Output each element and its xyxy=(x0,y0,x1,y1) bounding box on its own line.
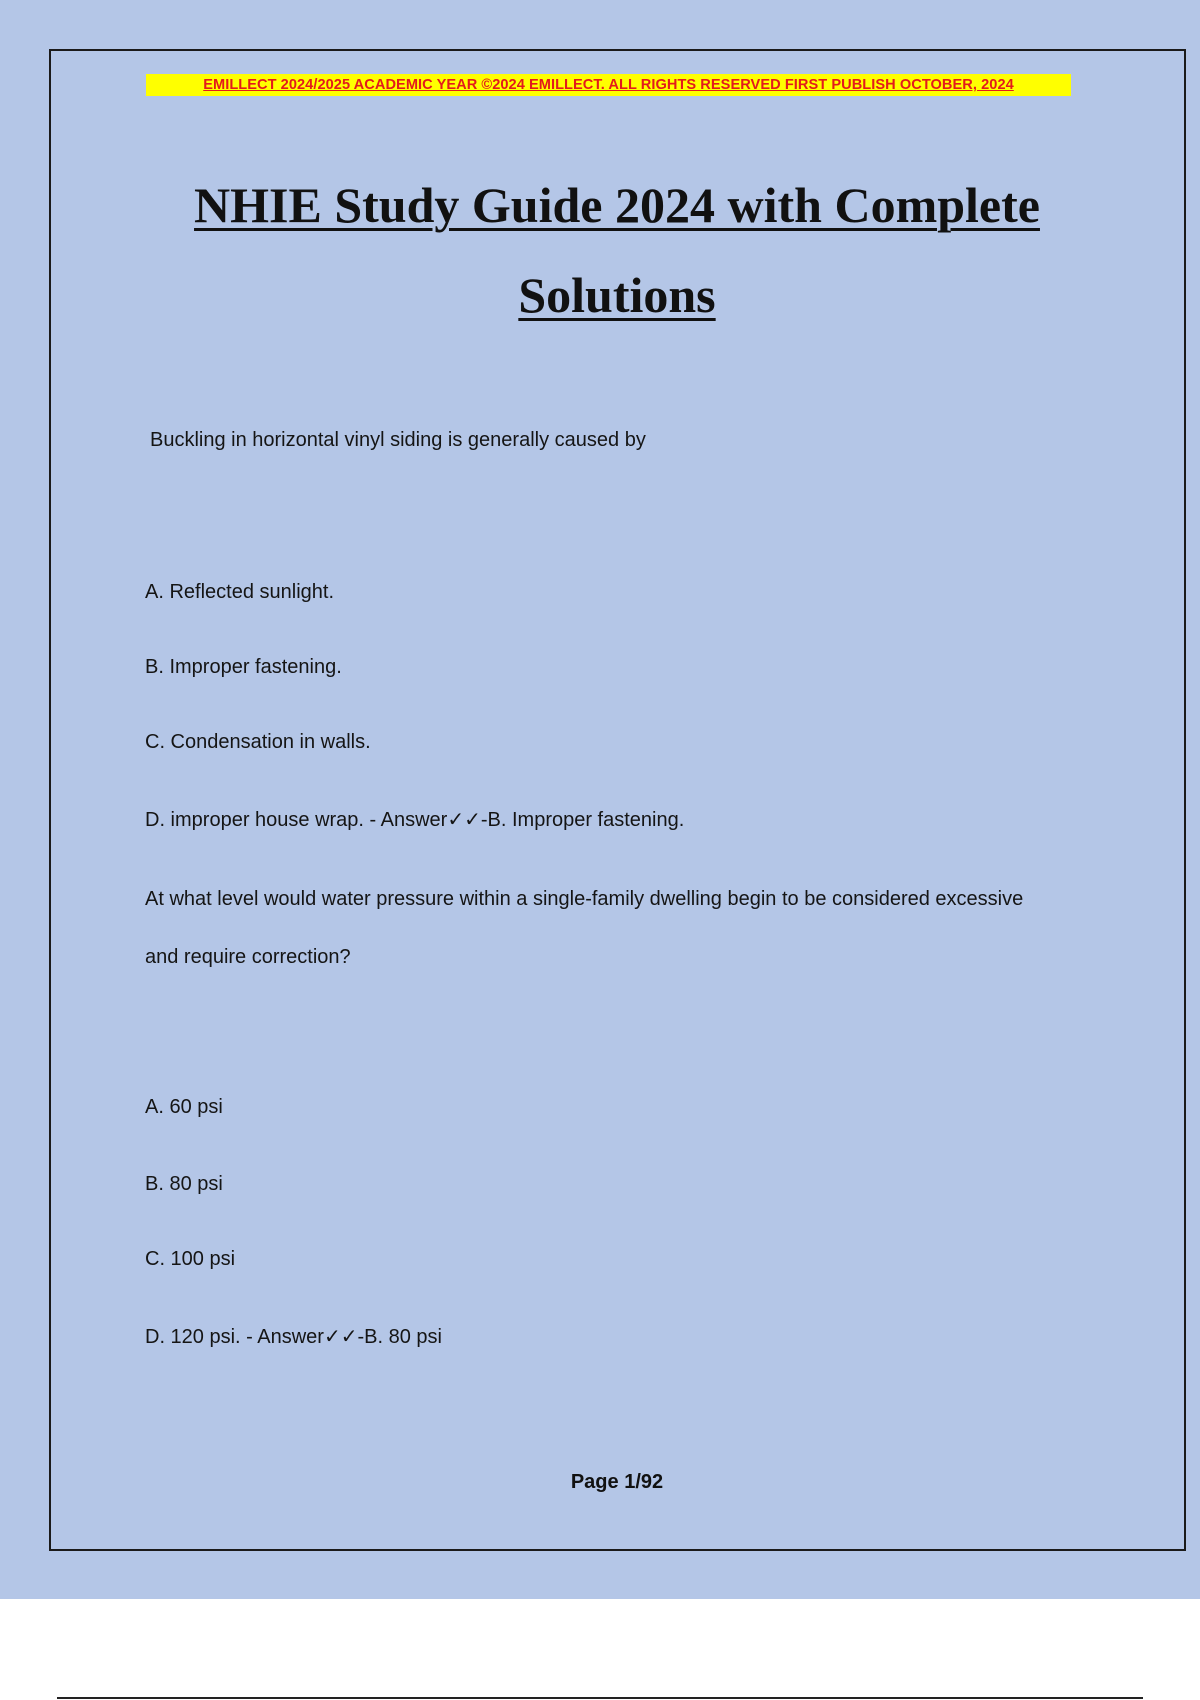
next-page-divider xyxy=(57,1697,1143,1699)
document-title: NHIE Study Guide 2024 with Complete Solutions xyxy=(194,177,1040,323)
question-2-option-d-answer: D. 120 psi. - Answer✓✓-B. 80 psi xyxy=(145,1326,442,1348)
question-1-text: Buckling in horizontal vinyl siding is generally caused by xyxy=(150,429,646,451)
question-1-option-d-answer: D. improper house wrap. - Answer✓✓-B. Improper fastening. xyxy=(145,809,685,831)
question-1-option-a: A. Reflected sunlight. xyxy=(145,581,334,603)
question-1-option-c: C. Condensation in walls. xyxy=(145,731,371,753)
question-2-option-c: C. 100 psi xyxy=(145,1248,236,1270)
question-2-option-a: A. 60 psi xyxy=(145,1096,223,1118)
copyright-banner: EMILLECT 2024/2025 ACADEMIC YEAR ©2024 EMILLECT. ALL RIGHTS RESERVED FIRST PUBLISH OCTOBER, 2024 xyxy=(146,74,1071,96)
page-number: Page 1/92 xyxy=(570,1471,664,1493)
question-2-text: At what level would water pressure within a single-family dwelling begin to be considered excessive and require correction? xyxy=(145,888,1024,968)
question-2-option-b: B. 80 psi xyxy=(145,1173,223,1195)
question-1-option-b: B. Improper fastening. xyxy=(145,656,342,678)
